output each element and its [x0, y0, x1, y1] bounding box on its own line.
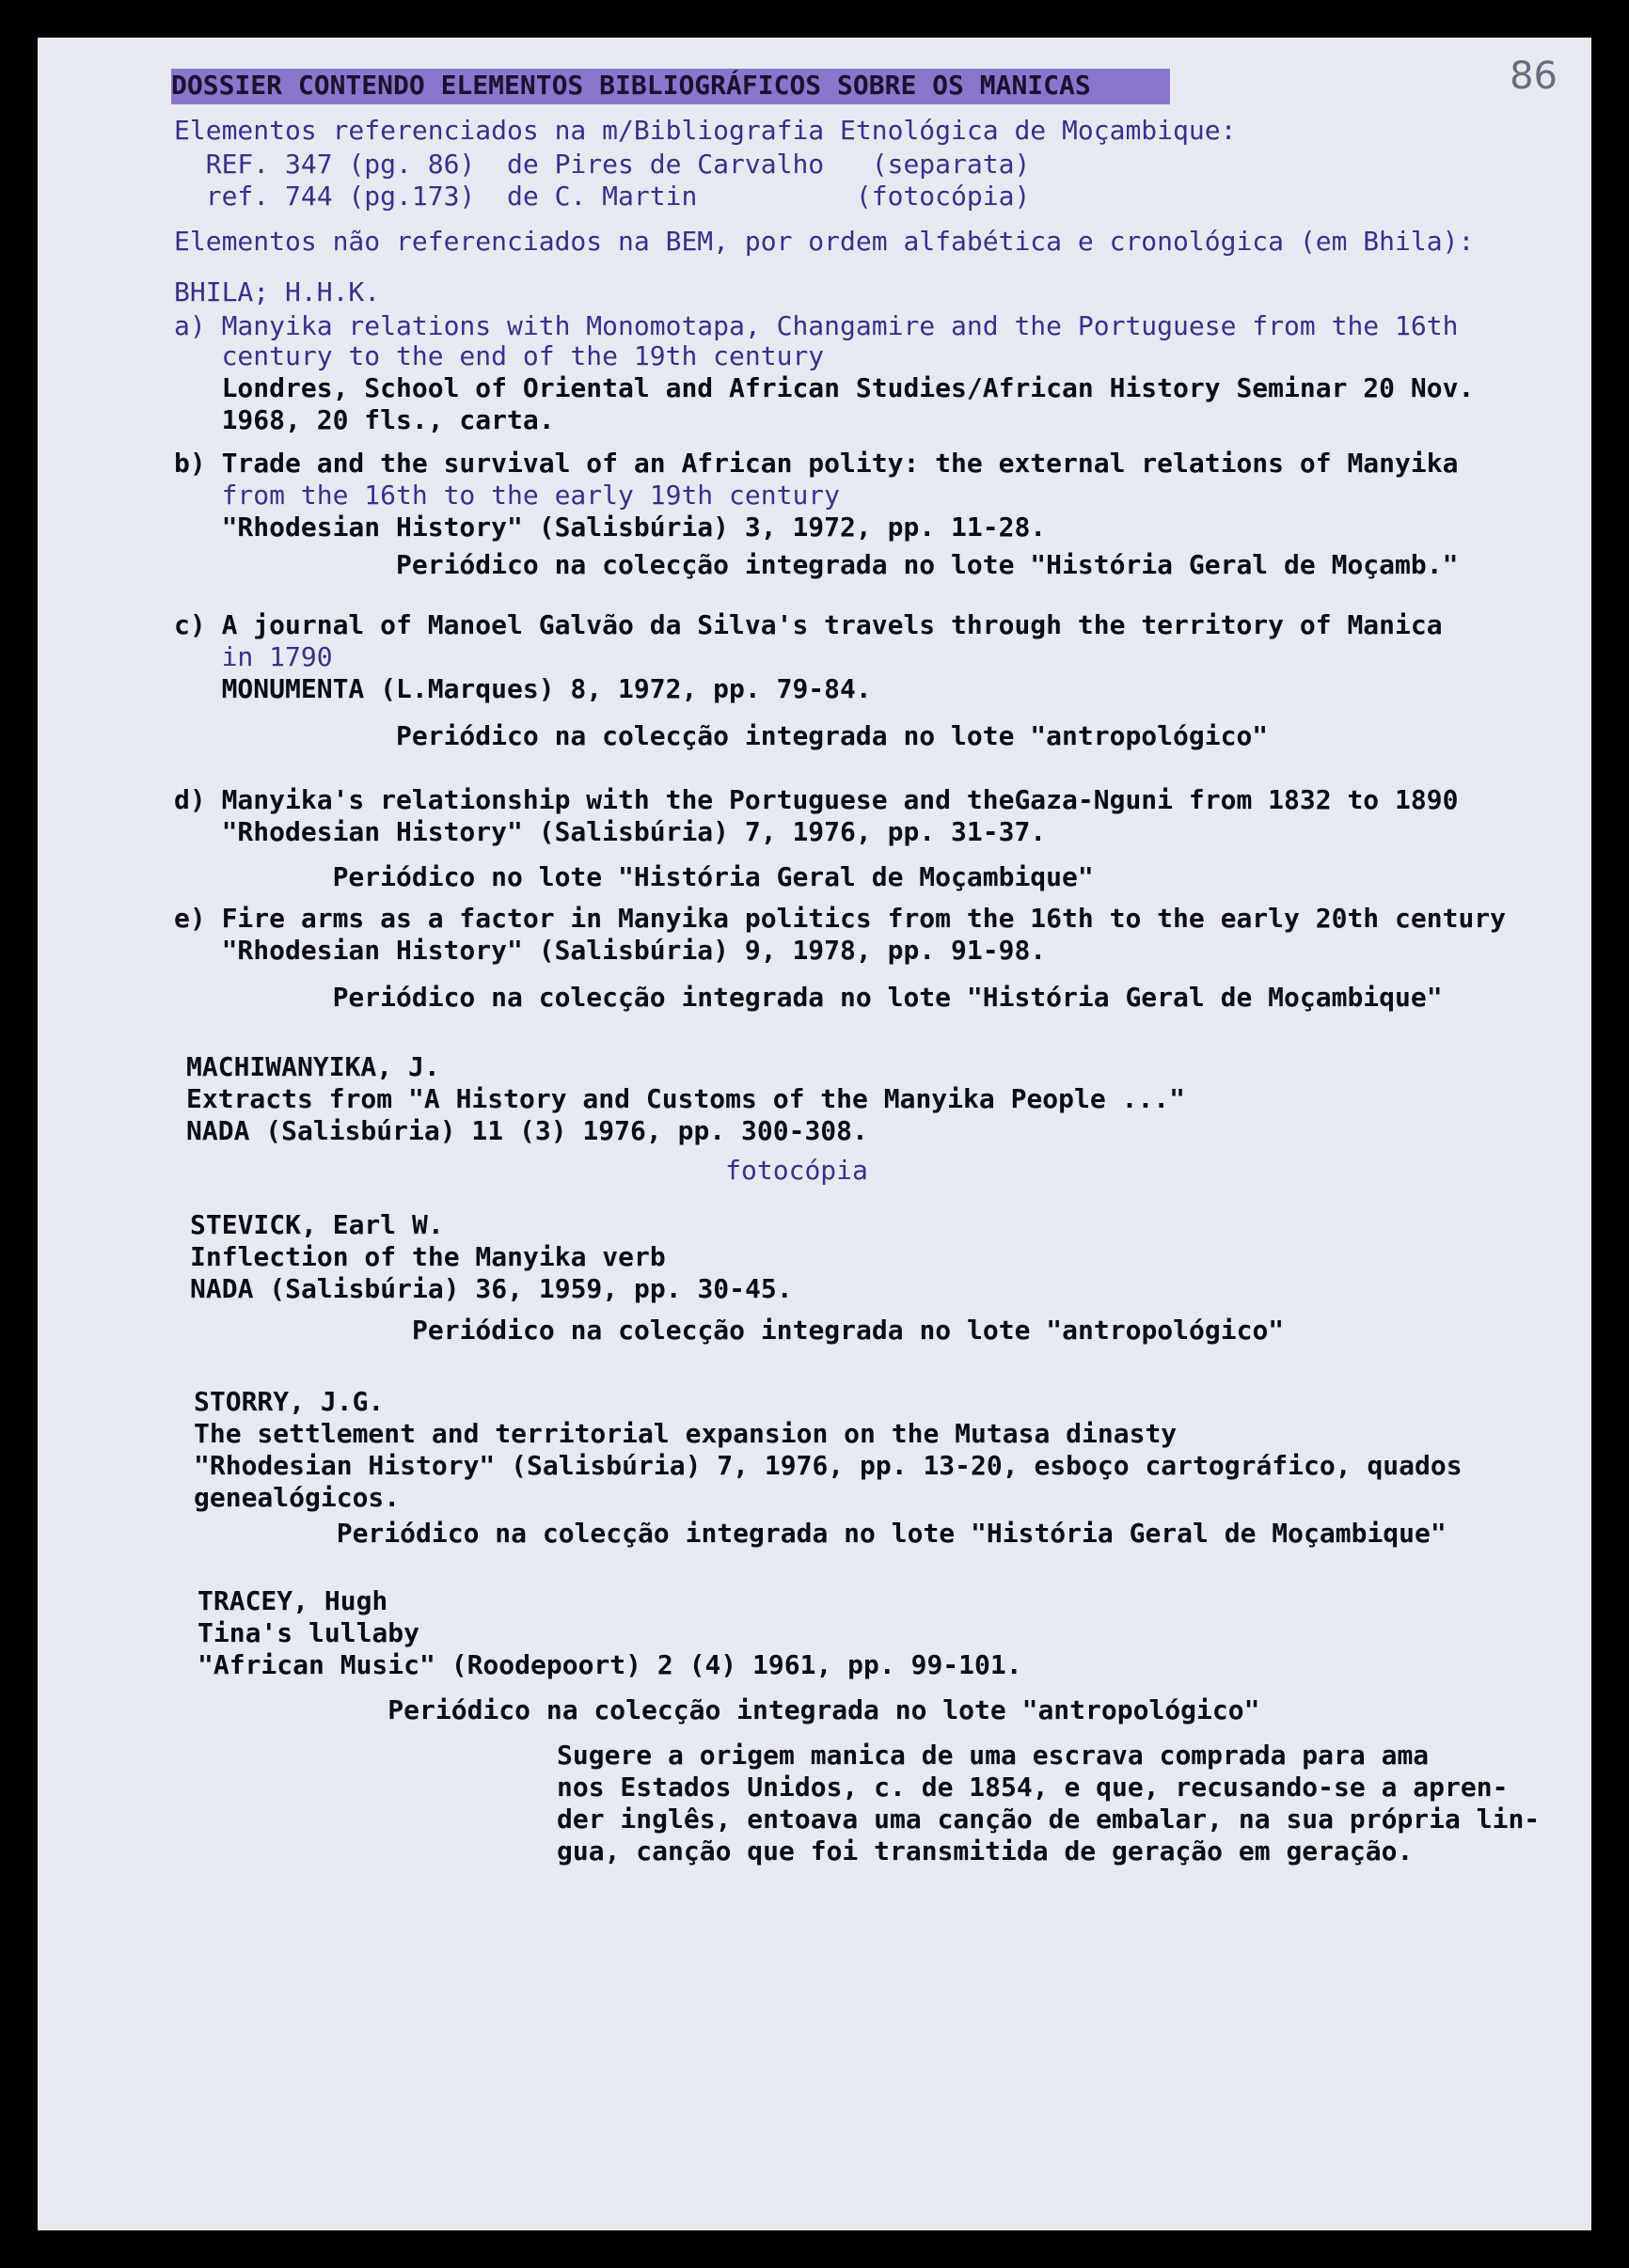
text-line: d) Manyika's relationship with the Portuguese and theGaza-Nguni from 1832 to 1890 — [174, 784, 1459, 815]
text-line: in 1790 — [174, 641, 333, 672]
text-line: nos Estados Unidos, c. de 1854, e que, recusando-se a apren- — [557, 1772, 1509, 1803]
text-line: Periódico na colecção integrada no lote "História Geral de Moçamb." — [174, 549, 1459, 580]
text-line: gua, canção que foi transmitida de geração em geração. — [557, 1835, 1414, 1866]
text-line: Elementos não referenciados na BEM, por ordem alfabética e cronológica (em Bhila): — [174, 226, 1475, 257]
text-line: Periódico na colecção integrada no lote "antropológico" — [190, 1315, 1285, 1346]
text-line: "Rhodesian History" (Salisbúria) 3, 1972, pp. 11-28. — [174, 512, 1047, 543]
document-title: DOSSIER CONTENDO ELEMENTOS BIBLIOGRÁFICOS SOBRE OS MANICAS — [171, 70, 1091, 101]
text-line: der inglês, entoava uma canção de embalar, na sua própria lin- — [557, 1803, 1541, 1835]
text-line: e) Fire arms as a factor in Manyika politics from the 16th to the early 20th century — [174, 903, 1507, 934]
text-line: fotocópia — [186, 1155, 868, 1186]
text-line: Periódico na colecção integrada no lote "História Geral de Moçambique" — [174, 982, 1443, 1013]
text-line: NADA (Salisbúria) 36, 1959, pp. 30-45. — [190, 1273, 793, 1304]
text-line: REF. 347 (pg. 86) de Pires de Carvalho (separata) — [174, 149, 1031, 180]
text-line: ref. 744 (pg.173) de C. Martin (fotocópia) — [174, 181, 1031, 212]
text-line: c) A journal of Manoel Galvão da Silva's travels through the territory of Manica — [174, 609, 1443, 640]
text-line: b) Trade and the survival of an African polity: the external relations of Manyika — [174, 448, 1459, 479]
text-line: BHILA; H.H.K. — [174, 276, 381, 307]
text-line: Periódico na colecção integrada no lote "História Geral de Moçambique" — [194, 1518, 1447, 1549]
text-line: "African Music" (Roodepoort) 2 (4) 1961, pp. 99-101. — [198, 1649, 1022, 1680]
text-line: a) Manyika relations with Monomotapa, Changamire and the Portuguese from the 16th — [174, 310, 1459, 341]
text-line: Tina's lullaby — [198, 1617, 420, 1648]
text-line: Periódico no lote "História Geral de Moçambique" — [174, 861, 1094, 892]
text-line: century to the end of the 19th century — [174, 340, 825, 371]
text-line: Extracts from "A History and Customs of the Manyika People ..." — [186, 1083, 1186, 1114]
text-line: STORRY, J.G. — [194, 1386, 385, 1417]
text-line: "Rhodesian History" (Salisbúria) 9, 1978, pp. 91-98. — [174, 935, 1047, 966]
text-line: Periódico na colecção integrada no lote "antropológico" — [198, 1694, 1260, 1725]
text-line: TRACEY, Hugh — [198, 1585, 388, 1616]
text-line: Londres, School of Oriental and African Studies/African History Seminar 20 Nov. — [174, 372, 1475, 403]
text-line: "Rhodesian History" (Salisbúria) 7, 1976, pp. 13-20, esboço cartográfico, quados — [194, 1450, 1463, 1481]
text-line: The settlement and territorial expansion on the Mutasa dinasty — [194, 1418, 1178, 1449]
page-number: 86 — [1510, 55, 1558, 98]
text-line: 1968, 20 fls., carta. — [174, 404, 555, 435]
text-line: Sugere a origem manica de uma escrava comprada para ama — [557, 1740, 1430, 1771]
text-line: genealógicos. — [194, 1482, 401, 1513]
document-page — [38, 38, 1591, 2230]
text-line: MONUMENTA (L.Marques) 8, 1972, pp. 79-84. — [174, 673, 872, 704]
text-line: Periódico na colecção integrada no lote "antropológico" — [174, 720, 1269, 751]
text-line: Elementos referenciados na m/Bibliografia Etnológica de Moçambique: — [174, 115, 1237, 146]
text-line: NADA (Salisbúria) 11 (3) 1976, pp. 300-308. — [186, 1115, 868, 1146]
text-line: STEVICK, Earl W. — [190, 1209, 444, 1240]
text-line: Inflection of the Manyika verb — [190, 1241, 666, 1272]
text-line: MACHIWANYIKA, J. — [186, 1051, 440, 1082]
text-line: "Rhodesian History" (Salisbúria) 7, 1976, pp. 31-37. — [174, 816, 1047, 847]
text-line: from the 16th to the early 19th century — [174, 480, 841, 511]
